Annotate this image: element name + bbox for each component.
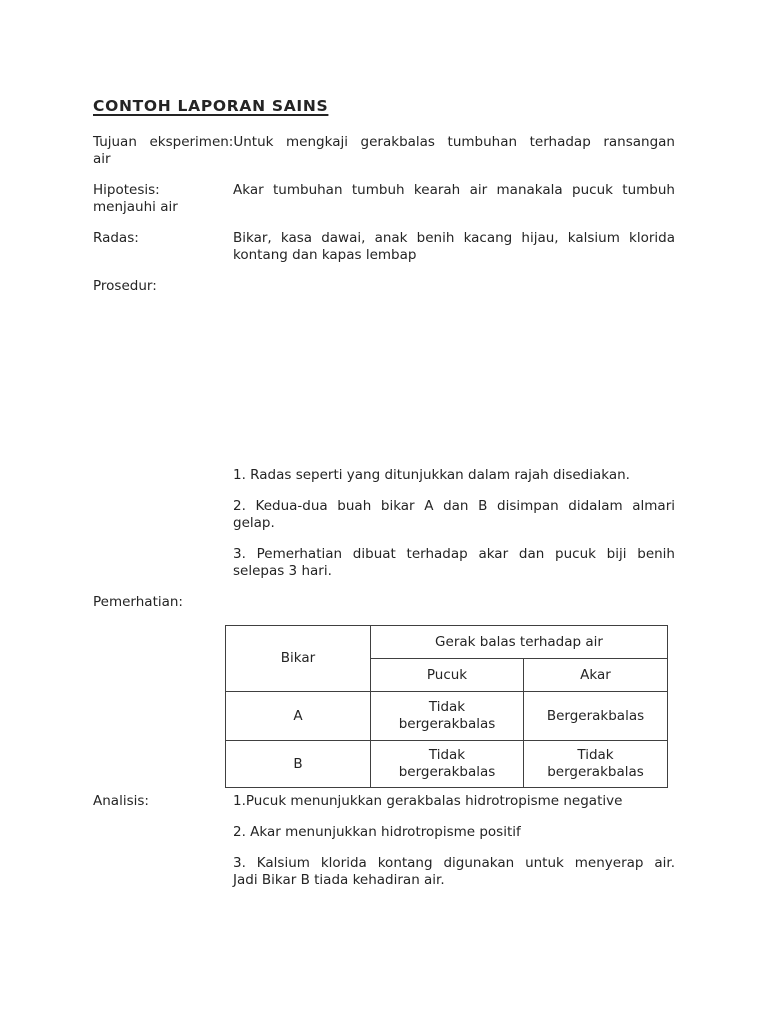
table-group-header-cell: Gerak balas terhadap air: [371, 626, 668, 659]
page-title: CONTOH LAPORAN SAINS: [93, 97, 329, 115]
tujuan-line-1: Tujuan eksperimen:Untuk mengkaji gerakbalas tumbuhan terhadap ransangan: [93, 134, 675, 150]
table-header-row-1: [226, 626, 668, 659]
table-row-b-akar: Tidak bergerakbalas: [524, 741, 668, 788]
table-subheader-akar: Akar: [524, 659, 668, 692]
table-row-a-bikar: A: [226, 692, 371, 741]
table-row-b-bikar: B: [226, 741, 371, 788]
analisis-item-1: [233, 793, 675, 810]
analisis-item-3: [233, 855, 675, 889]
hipotesis-content-line-1: Akar tumbuhan tumbuh kearah air manakala pucuk tumbuh: [233, 182, 675, 198]
prosedur-step-1-line-1: 1. Radas seperti yang ditunjukkan dalam rajah disediakan.: [233, 467, 630, 483]
analisis-label: Analisis:: [93, 793, 149, 809]
analisis-item-1-line-1: 1.Pucuk menunjukkan gerakbalas hidrotropisme negative: [233, 793, 623, 809]
table-corner-header-cell: Bikar: [226, 626, 371, 692]
prosedur-step-2-line-2: gelap.: [233, 515, 275, 531]
tujuan-line-2: air: [93, 151, 111, 167]
analisis-item-3-line-1: 3. Kalsium klorida kontang digunakan untuk menyerap air.: [233, 855, 675, 871]
hipotesis-label: Hipotesis:: [93, 182, 160, 198]
prosedur-label: Prosedur:: [93, 278, 157, 294]
analisis-item-2-line-1: 2. Akar menunjukkan hidrotropisme positif: [233, 824, 521, 840]
prosedur-step-2: [233, 498, 675, 532]
section-analisis: [93, 793, 675, 889]
prosedur-step-1: [233, 467, 675, 484]
observation-table: [225, 625, 668, 788]
table-row-a-pucuk: Tidak bergerakbalas: [371, 692, 524, 741]
prosedur-steps: [233, 467, 675, 580]
analisis-item-2: [233, 824, 675, 841]
prosedur-step-3-line-1: 3. Pemerhatian dibuat terhadap akar dan pucuk biji benih: [233, 546, 675, 562]
hipotesis-content-line-2: menjauhi air: [93, 199, 178, 215]
pemerhatian-label: Pemerhatian:: [93, 594, 183, 610]
prosedur-step-2-line-1: 2. Kedua-dua buah bikar A dan B disimpan didalam almari: [233, 498, 675, 514]
section-hipotesis: [93, 182, 675, 216]
section-tujuan: [93, 134, 675, 168]
prosedur-step-3-line-2: selepas 3 hari.: [233, 563, 332, 579]
table-subheader-pucuk: Pucuk: [371, 659, 524, 692]
table-row-a-akar: Bergerakbalas: [524, 692, 668, 741]
radas-line-2: kontang dan kapas lembap: [233, 247, 417, 263]
table-row-a: [226, 692, 668, 741]
radas-label: Radas:: [93, 230, 139, 246]
section-radas: [93, 230, 675, 264]
radas-line-1: Bikar, kasa dawai, anak benih kacang hijau, kalsium klorida: [233, 230, 675, 246]
analisis-item-3-line-2: Jadi Bikar B tiada kehadiran air.: [233, 872, 445, 888]
table-row-b-pucuk: Tidak bergerakbalas: [371, 741, 524, 788]
prosedur-step-3: [233, 546, 675, 580]
table-row-b: [226, 741, 668, 788]
